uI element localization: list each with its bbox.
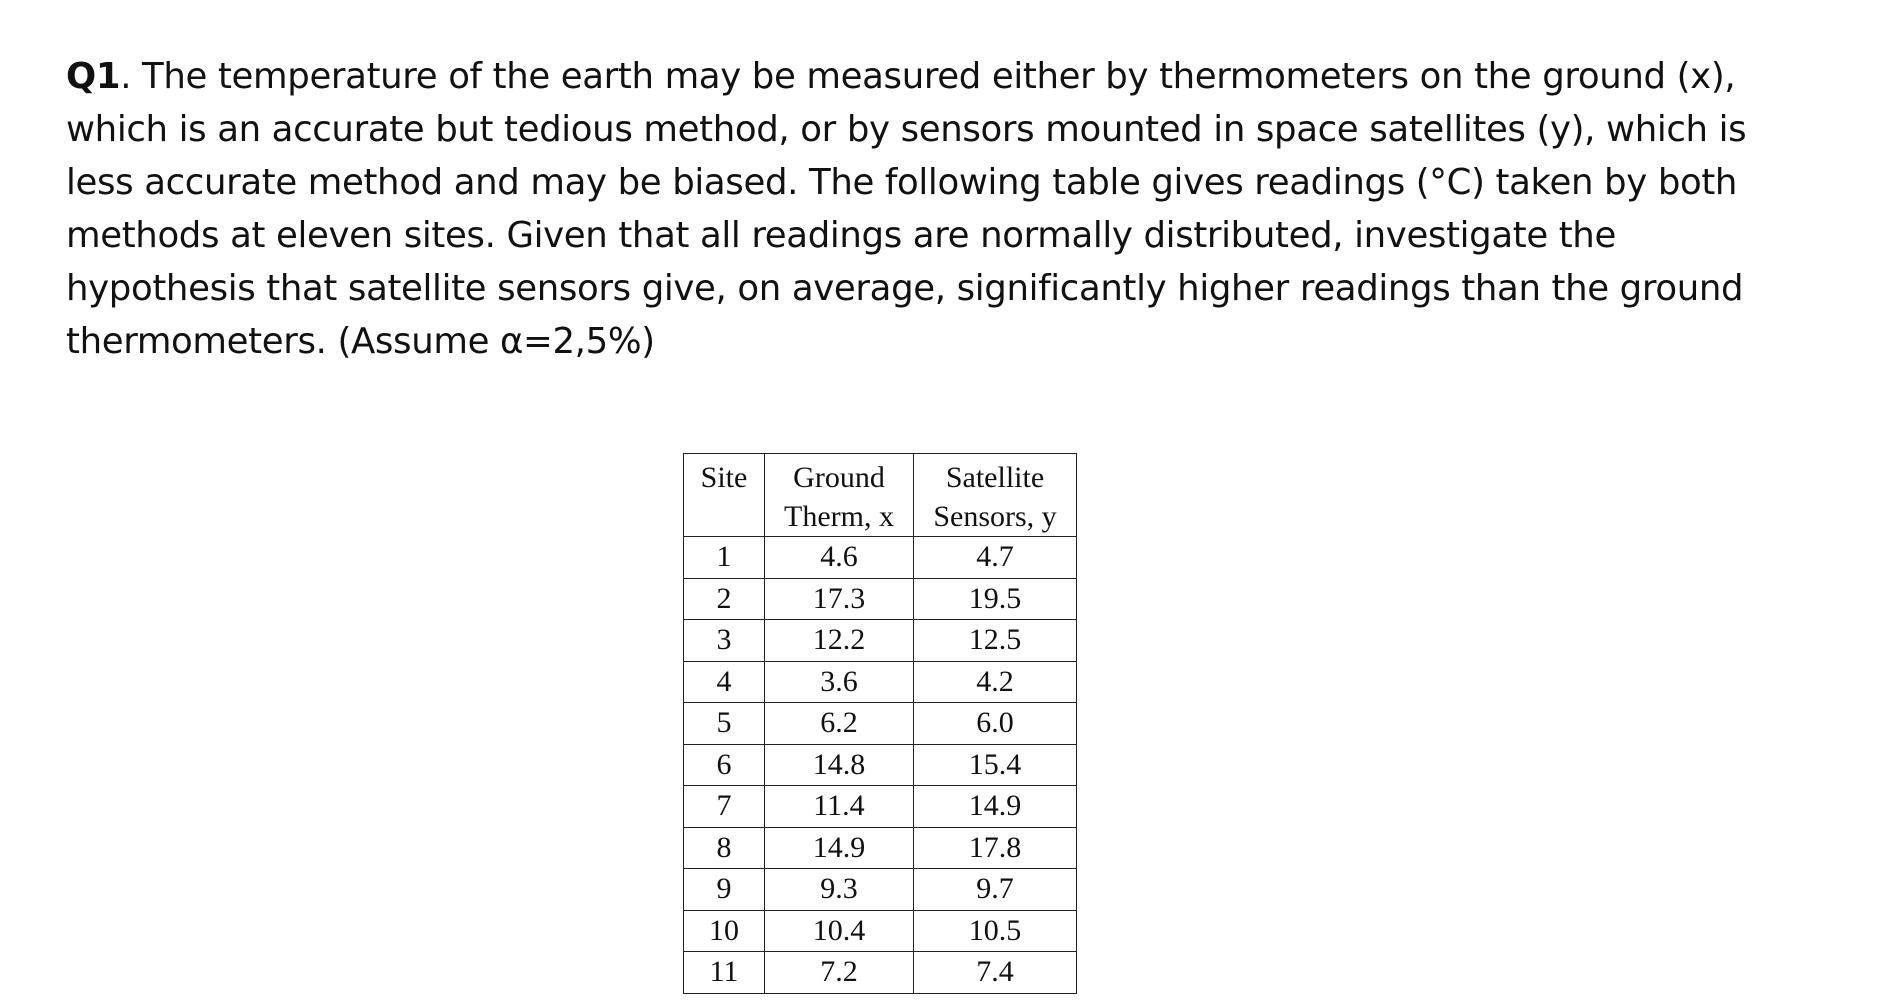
table-row [684, 910, 1077, 952]
table-body [684, 537, 1077, 994]
table-header-row [684, 454, 1077, 537]
site-cell: 11 [684, 952, 765, 994]
question-text: . The temperature of the earth may be measured either by thermometers on the ground (x), which is an accurate but tedious method, or by sensors mounted in space satellites (y), which is less accurate method and may be biased. The following table gives readings (°C) taken by both methods at eleven sites. Given that all readings are normally distributed, investigate the hypothesis that satellite sensors give, on average, significantly higher readings than the ground thermometers. (Assume α=2,5%) [66, 56, 1747, 362]
table-row [684, 537, 1077, 579]
satellite-cell: 19.5 [914, 578, 1077, 620]
table-row [684, 744, 1077, 786]
satellite-cell: 12.5 [914, 620, 1077, 662]
site-cell: 8 [684, 827, 765, 869]
table-row [684, 578, 1077, 620]
satellite-cell: 4.7 [914, 537, 1077, 579]
site-cell: 3 [684, 620, 765, 662]
ground-cell: 12.2 [765, 620, 914, 662]
ground-cell: 14.9 [765, 827, 914, 869]
site-cell: 2 [684, 578, 765, 620]
ground-cell: 7.2 [765, 952, 914, 994]
satellite-cell: 4.2 [914, 661, 1077, 703]
table-row [684, 827, 1077, 869]
satellite-cell: 15.4 [914, 744, 1077, 786]
satellite-cell: 7.4 [914, 952, 1077, 994]
satellite-cell: 9.7 [914, 869, 1077, 911]
table-row [684, 661, 1077, 703]
site-cell: 4 [684, 661, 765, 703]
table-row [684, 703, 1077, 745]
satellite-cell: 17.8 [914, 827, 1077, 869]
site-cell: 9 [684, 869, 765, 911]
site-cell: 7 [684, 786, 765, 828]
readings-table [683, 453, 1077, 994]
site-cell: 6 [684, 744, 765, 786]
ground-cell: 6.2 [765, 703, 914, 745]
site-cell: 5 [684, 703, 765, 745]
site-cell: 10 [684, 910, 765, 952]
question-paragraph [66, 50, 1806, 368]
question-number: Q1 [66, 56, 121, 97]
satellite-cell: 6.0 [914, 703, 1077, 745]
ground-cell: 14.8 [765, 744, 914, 786]
header-satellite-sensors: Satellite Sensors, y [914, 454, 1077, 537]
satellite-cell: 14.9 [914, 786, 1077, 828]
ground-cell: 11.4 [765, 786, 914, 828]
ground-cell: 9.3 [765, 869, 914, 911]
ground-cell: 17.3 [765, 578, 914, 620]
table-row [684, 620, 1077, 662]
satellite-cell: 10.5 [914, 910, 1077, 952]
site-cell: 1 [684, 537, 765, 579]
table-row [684, 869, 1077, 911]
header-site: Site [684, 454, 765, 537]
table-row [684, 952, 1077, 994]
header-ground-therm: Ground Therm, x [765, 454, 914, 537]
ground-cell: 4.6 [765, 537, 914, 579]
table-row [684, 786, 1077, 828]
ground-cell: 10.4 [765, 910, 914, 952]
ground-cell: 3.6 [765, 661, 914, 703]
